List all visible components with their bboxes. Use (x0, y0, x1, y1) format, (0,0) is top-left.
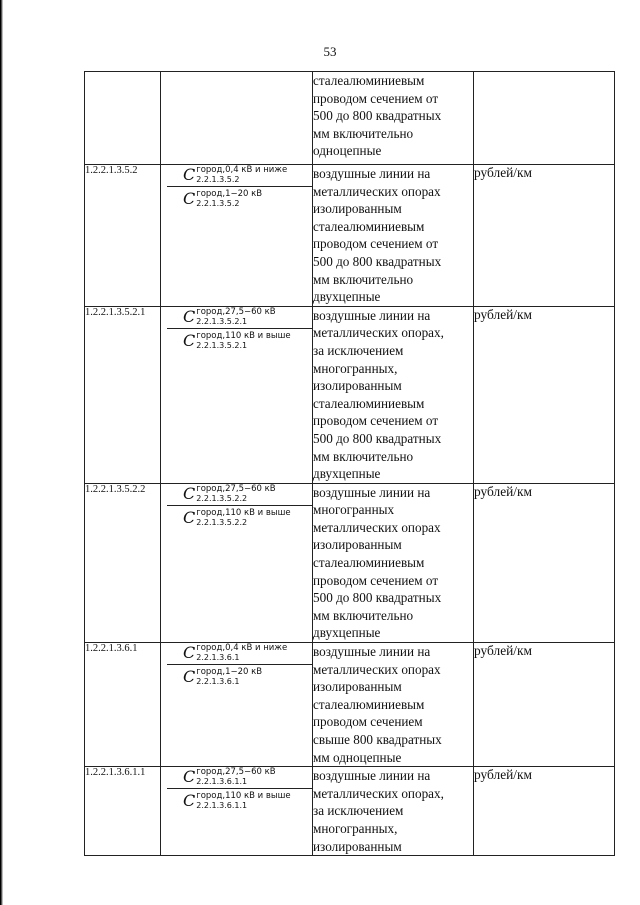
description-line: за исключением (313, 803, 404, 819)
formula-superscript: город,110 кВ и выше (196, 791, 291, 802)
formula-symbol: C (183, 791, 196, 811)
description-line: двухцепные (313, 466, 381, 482)
scan-edge (0, 0, 5, 905)
description-line: проводом сечением от (313, 413, 439, 429)
description-line: сталеалюминиевым (313, 218, 425, 234)
description-line: двухцепные (313, 289, 381, 305)
description-line: металлических опорах, (313, 325, 444, 341)
description-line: воздушные линии на (313, 768, 431, 784)
description-line: воздушные линии на (313, 484, 431, 500)
description-line: мм включительно (313, 607, 414, 623)
formula-cell (161, 72, 313, 165)
formula-subscript: 2.2.1.3.5.2.1 (196, 316, 248, 326)
formula-superscript: город,0,4 кВ и ниже (196, 165, 288, 175)
formula-cell (161, 165, 313, 307)
description-line: металлических опорах (313, 519, 441, 535)
description-line: одноцепные (313, 143, 382, 159)
description-line: многогранных, (313, 360, 398, 376)
price-formula (161, 307, 312, 328)
description-line: мм включительно (313, 448, 414, 464)
row-unit: рублей/км (474, 483, 615, 642)
row-code: 1.2.2.1.3.5.2.2 (85, 483, 161, 642)
formula-superscript: город,27,5−60 кВ (196, 483, 276, 494)
description-line: многогранных (313, 502, 395, 518)
formula-superscript: город,1−20 кВ (196, 667, 263, 678)
description-line: сталеалюминиевым (313, 73, 425, 88)
formula-superscript: город,27,5−60 кВ (196, 767, 276, 778)
formula-symbol: C (183, 483, 196, 503)
formula-subscript: 2.2.1.3.5.2 (196, 175, 240, 184)
tariff-table (84, 71, 615, 856)
description-line: проводом сечением от (313, 236, 439, 252)
formula-symbol: C (183, 643, 196, 663)
description-line: изолированным (313, 537, 402, 553)
row-description (313, 483, 474, 642)
formula-subscript: 2.2.1.3.6.1.1 (196, 801, 248, 811)
description-line: мм одноцепные (313, 749, 402, 765)
formula-subscript: 2.2.1.3.5.2.2 (196, 493, 248, 503)
row-code: 1.2.2.1.3.5.2.1 (85, 306, 161, 483)
price-formula (167, 788, 312, 812)
description-line: 500 до 800 квадратных (313, 590, 442, 606)
formula-symbol: C (183, 306, 196, 326)
row-unit: рублей/км (474, 306, 615, 483)
row-description (313, 306, 474, 483)
row-description (313, 72, 474, 165)
row-code: 1.2.2.1.3.6.1.1 (85, 767, 161, 856)
description-line: 500 до 800 квадратных (313, 108, 442, 124)
table-row (85, 165, 615, 307)
price-formula (167, 186, 312, 210)
formula-symbol: C (183, 165, 196, 184)
formula-subscript: 2.2.1.3.5.2 (196, 199, 240, 208)
row-unit: рублей/км (474, 165, 615, 307)
formula-superscript: город,1−20 кВ (196, 189, 263, 199)
formula-superscript: город,0,4 кВ и ниже (196, 643, 288, 654)
description-line: сталеалюминиевым (313, 395, 425, 411)
description-line: металлических опорах, (313, 785, 444, 801)
description-line: 500 до 800 квадратных (313, 253, 442, 269)
description-line: металлических опорах (313, 183, 441, 199)
price-formula (161, 767, 312, 788)
description-line: изолированным (313, 201, 402, 217)
row-description (313, 643, 474, 767)
table-row (85, 643, 615, 767)
row-code (85, 72, 161, 165)
formula-symbol: C (183, 767, 196, 787)
price-formula (167, 328, 312, 352)
table-row (85, 72, 615, 165)
page-number: 53 (323, 44, 337, 59)
row-code: 1.2.2.1.3.5.2 (85, 165, 161, 307)
table-row (85, 483, 615, 642)
description-line: воздушные линии на (313, 166, 431, 181)
formula-subscript: 2.2.1.3.5.2.2 (196, 517, 248, 527)
formula-cell (161, 306, 313, 483)
description-line: проводом сечением от (313, 572, 439, 588)
description-line: за исключением (313, 342, 404, 358)
formula-symbol: C (183, 507, 196, 527)
description-line: многогранных, (313, 820, 398, 836)
description-line: мм включительно (313, 125, 414, 141)
price-formula (167, 505, 312, 529)
row-description (313, 767, 474, 856)
description-line: двухцепные (313, 625, 381, 641)
formula-cell (161, 643, 313, 767)
formula-subscript: 2.2.1.3.5.2.1 (196, 340, 248, 350)
row-code: 1.2.2.1.3.6.1 (85, 643, 161, 767)
formula-cell (161, 767, 313, 856)
table-row (85, 767, 615, 856)
description-line: изолированным (313, 838, 402, 854)
formula-symbol: C (183, 667, 196, 687)
table-row (85, 306, 615, 483)
formula-cell (161, 483, 313, 642)
row-unit: рублей/км (474, 767, 615, 856)
formula-superscript: город,110 кВ и выше (196, 507, 291, 518)
description-line: воздушные линии на (313, 307, 431, 323)
formula-symbol: C (183, 330, 196, 350)
price-formula (161, 643, 312, 664)
description-line: проводом сечением (313, 714, 423, 730)
price-formula (161, 165, 312, 186)
description-line: проводом сечением от (313, 90, 439, 106)
formula-subscript: 2.2.1.3.6.1.1 (196, 777, 248, 787)
formula-symbol: C (183, 189, 196, 208)
row-unit (474, 72, 615, 165)
description-line: 500 до 800 квадратных (313, 430, 442, 446)
price-formula (167, 664, 312, 688)
description-line: металлических опорах (313, 661, 441, 677)
price-formula (161, 484, 312, 505)
description-line: изолированным (313, 679, 402, 695)
row-description (313, 165, 474, 307)
description-line: сталеалюминиевым (313, 555, 425, 571)
formula-superscript: город,110 кВ и выше (196, 330, 291, 341)
description-line: изолированным (313, 378, 402, 394)
description-line: воздушные линии на (313, 644, 431, 660)
row-unit: рублей/км (474, 643, 615, 767)
formula-superscript: город,27,5−60 кВ (196, 306, 276, 317)
description-line: сталеалюминиевым (313, 696, 425, 712)
formula-subscript: 2.2.1.3.6.1 (196, 677, 240, 687)
formula-subscript: 2.2.1.3.6.1 (196, 653, 240, 663)
description-line: мм включительно (313, 271, 414, 287)
description-line: свыше 800 квадратных (313, 732, 442, 747)
